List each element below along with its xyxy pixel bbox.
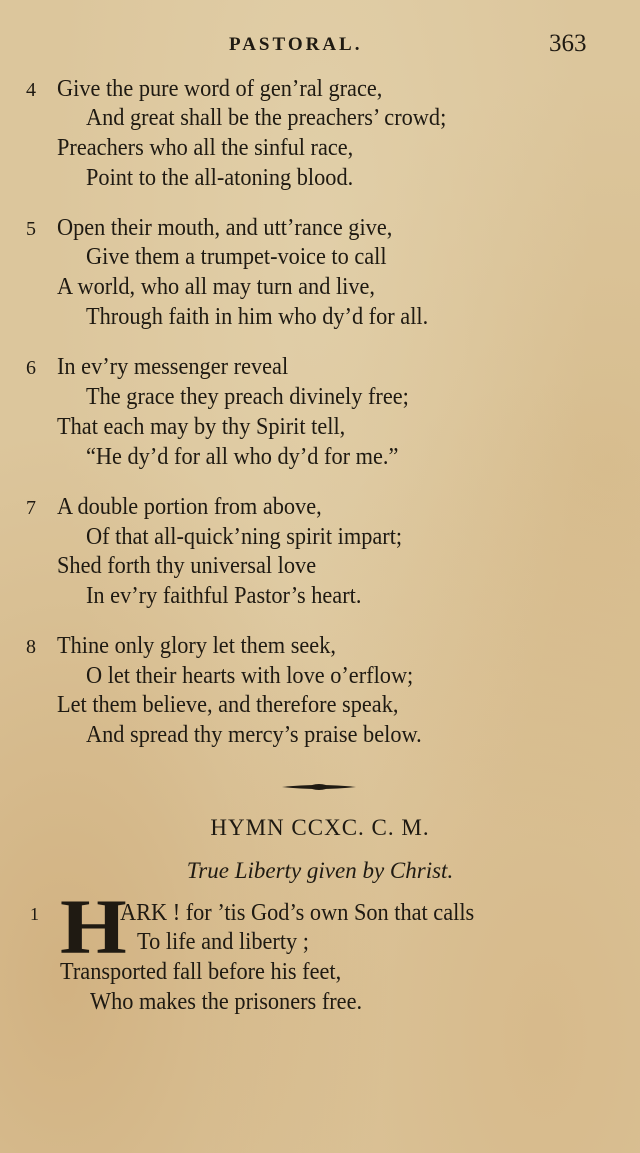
verse-line: Point to the all-atoning blood. <box>86 165 354 191</box>
stanza-number: 6 <box>26 357 36 379</box>
verse-line: The grace they preach divinely free; <box>86 384 409 410</box>
stanza-number: 8 <box>26 636 36 658</box>
verse-line: Through faith in him who dy’d for all. <box>86 304 429 330</box>
verse-line: Give them a trumpet-voice to call <box>86 244 387 270</box>
verse-line: Of that all-quick’ning spirit impart; <box>86 524 403 550</box>
hymn-title: HYMN CCXC. C. M. <box>210 815 430 840</box>
verse-line: Thine only glory let them seek, <box>57 633 336 659</box>
verse-line: Give the pure word of gen’ral grace, <box>57 76 383 102</box>
verse-line: Who makes the prisoners free. <box>90 989 363 1015</box>
page-number: 363 <box>549 30 587 57</box>
stanza-number: 7 <box>26 497 36 519</box>
verse-line: O let their hearts with love o’erflow; <box>86 663 414 689</box>
verse-line: In ev’ry messenger reveal <box>57 354 289 380</box>
drop-cap: H <box>60 883 127 970</box>
verse-line: A world, who all may turn and live, <box>57 274 376 300</box>
stanza-number: 4 <box>26 79 36 101</box>
running-head <box>0 30 640 60</box>
running-title: PASTORAL. <box>229 34 363 55</box>
ornamental-rule-icon <box>282 784 356 790</box>
verse-line: That each may by thy Spirit tell, <box>57 414 346 440</box>
verse-line: Open their mouth, and utt’rance give, <box>57 215 393 241</box>
verse-line: ARK ! for ’tis God’s own Son that calls <box>120 900 475 926</box>
verse-line: Let them believe, and therefore speak, <box>57 692 399 718</box>
verse-line: Shed forth thy universal love <box>57 553 317 579</box>
stanza-number: 1 <box>30 904 39 924</box>
hymn-subtitle: True Liberty given by Christ. <box>186 858 454 883</box>
verse-line: Preachers who all the sinful race, <box>57 135 354 161</box>
verse-line: To life and liberty ; <box>137 929 309 955</box>
verse-line: A double portion from above, <box>57 494 322 520</box>
verse-line: And great shall be the preachers’ crowd; <box>86 105 447 131</box>
verse-line: In ev’ry faithful Pastor’s heart. <box>86 583 362 609</box>
verse-line: “He dy’d for all who dy’d for me.” <box>86 444 399 470</box>
stanza-number: 5 <box>26 218 36 240</box>
verse-line: And spread thy mercy’s praise below. <box>86 722 422 748</box>
verse-line: Transported fall before his feet, <box>60 959 342 985</box>
